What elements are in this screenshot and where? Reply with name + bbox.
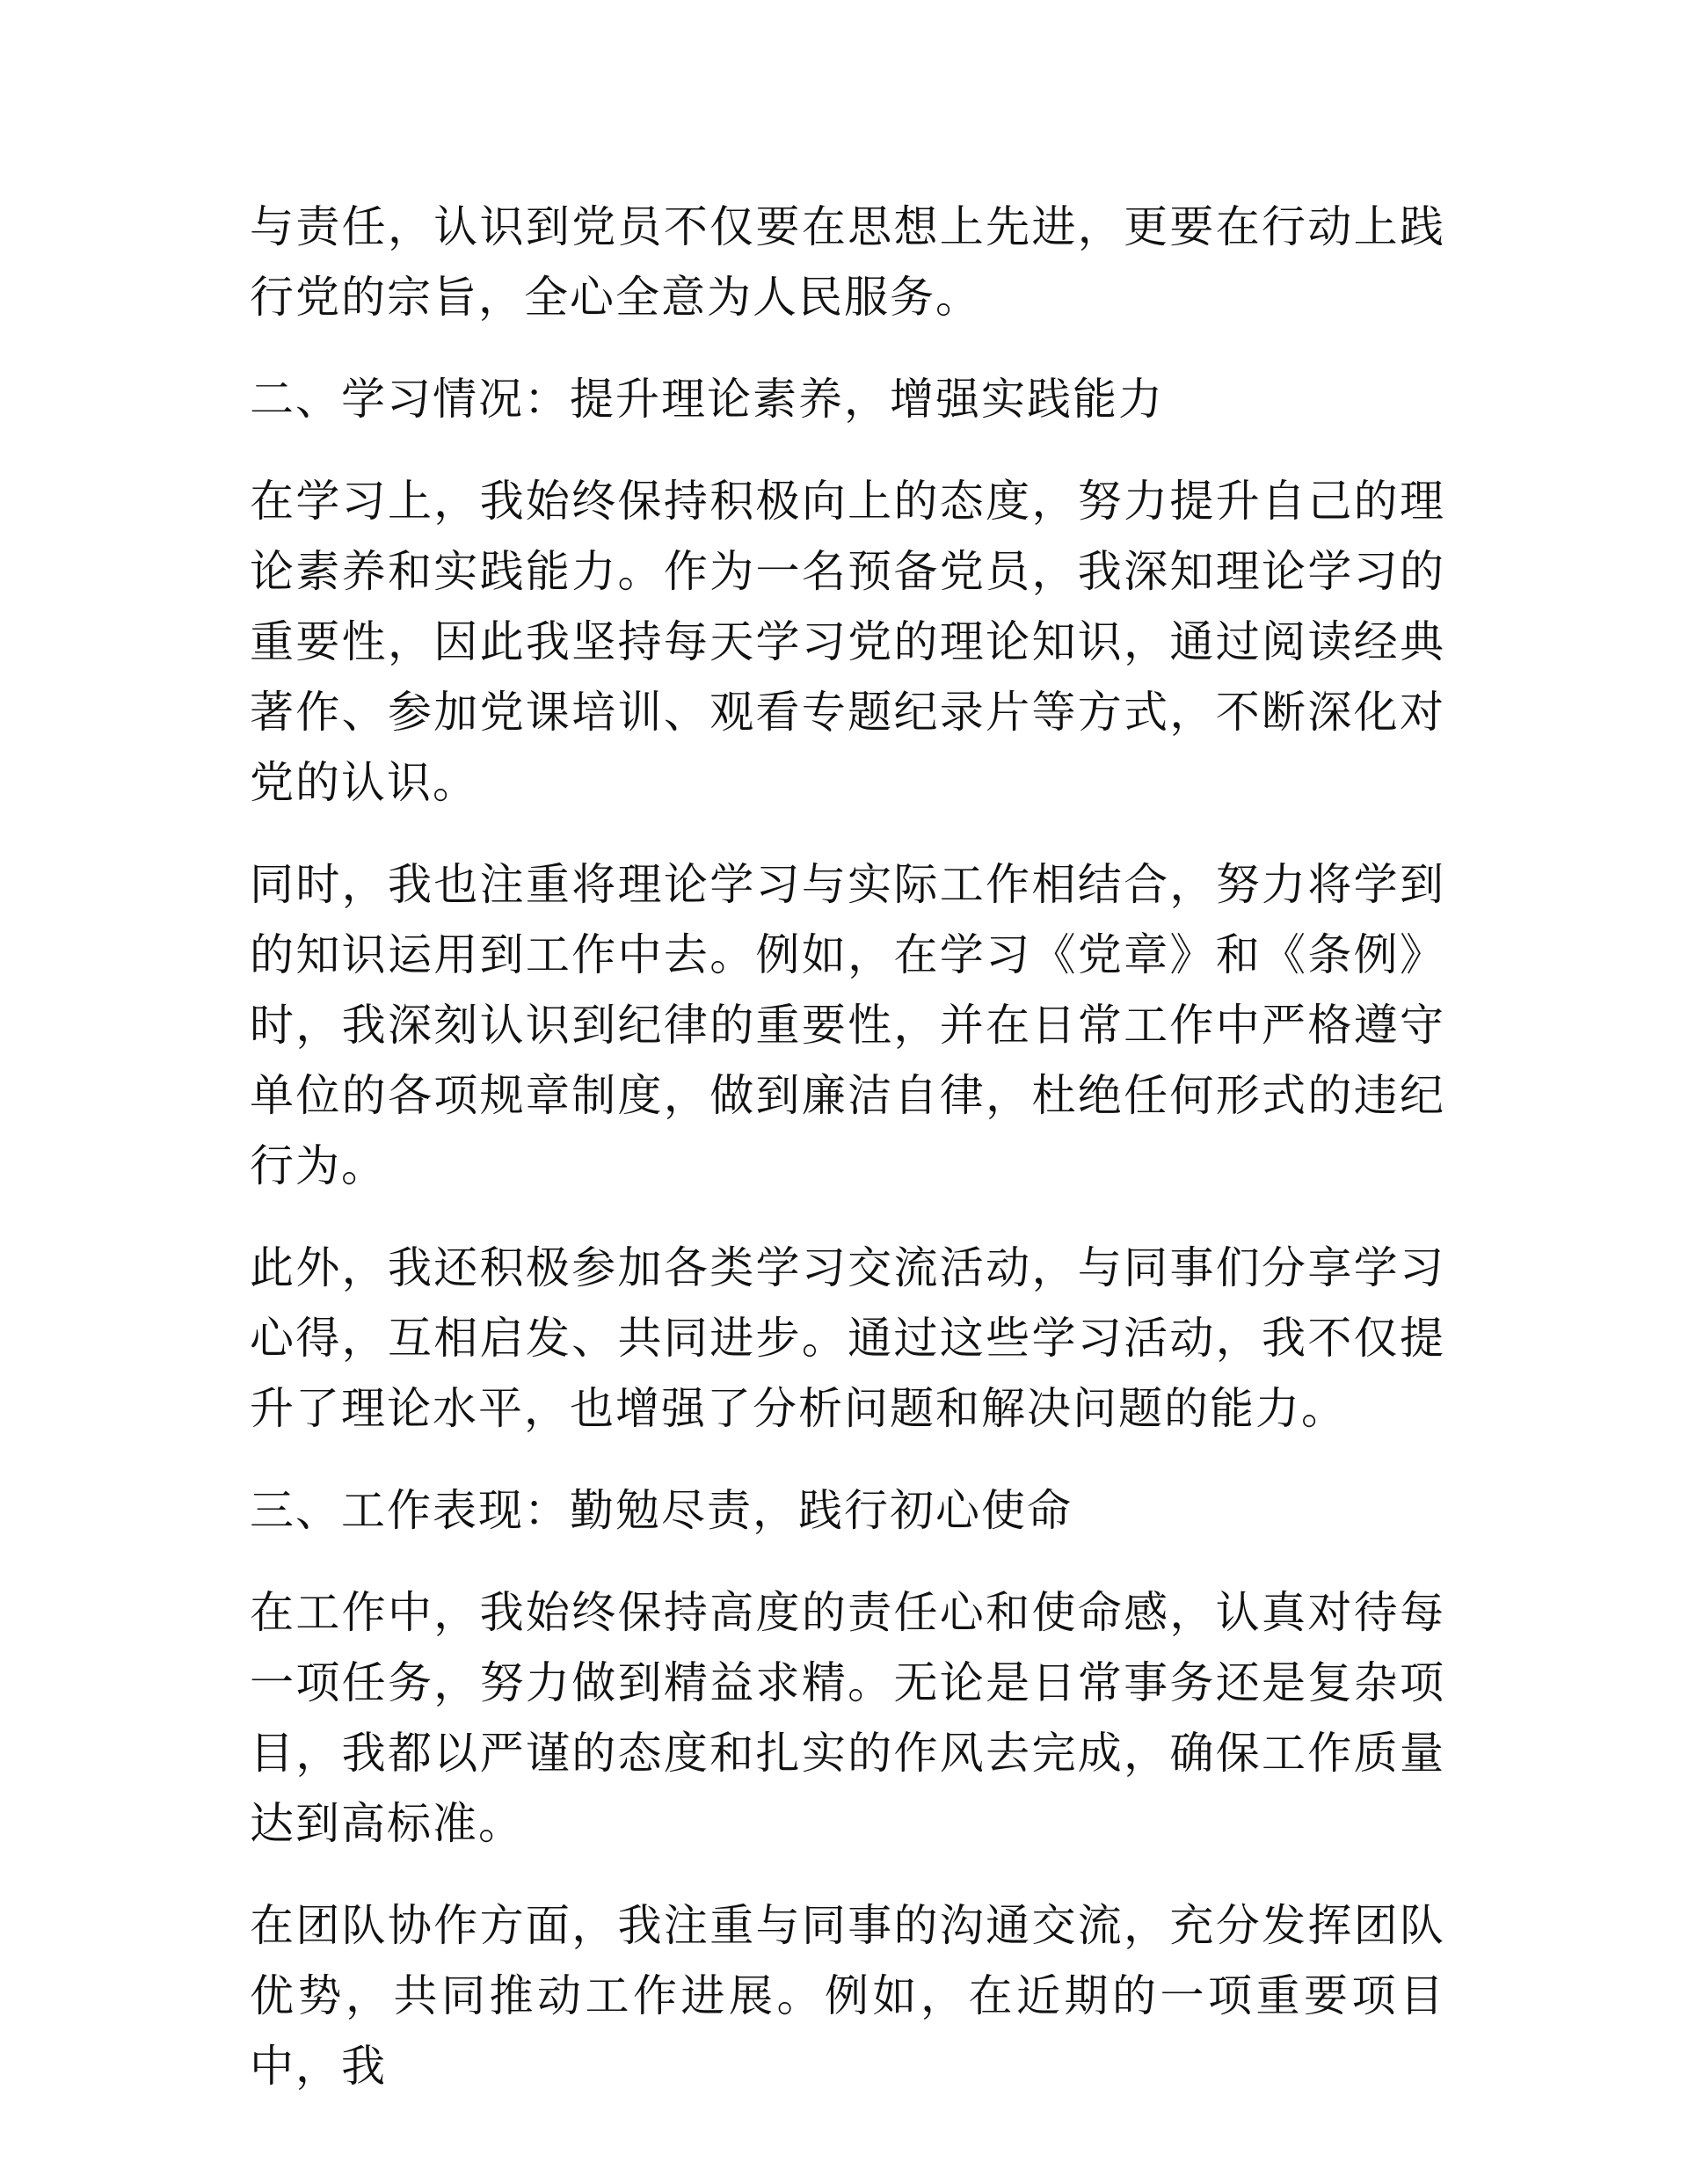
paragraph-exchange-activities: 此外，我还积极参加各类学习交流活动，与同事们分享学习心得，互相启发、共同进步。通过这些学习活动，我不仅提升了理论水平，也增强了分析问题和解决问题的能力。 (250, 1242, 1445, 1434)
paragraph-continuation: 与责任，认识到党员不仅要在思想上先进，更要在行动上践行党的宗旨，全心全意为人民服务。 (250, 201, 1445, 323)
paragraph-team-collaboration: 在团队协作方面，我注重与同事的沟通交流，充分发挥团队优势，共同推动工作进展。例如，在近期的一项重要项目中，我 (250, 1900, 1445, 2092)
paragraph-study-attitude: 在学习上，我始终保持积极向上的态度，努力提升自己的理论素养和实践能力。作为一名预备党员，我深知理论学习的重要性，因此我坚持每天学习党的理论知识，通过阅读经典著作、参加党课培训、观看专题纪录片等方式，不断深化对党的认识。 (250, 476, 1445, 808)
section-heading-work: 三、工作表现：勤勉尽责，践行初心使命 (250, 1485, 1073, 1536)
document-body (250, 192, 1445, 2133)
section-heading-study: 二、学习情况：提升理论素养，增强实践能力 (250, 374, 1164, 425)
paragraph-work-responsibility: 在工作中，我始终保持高度的责任心和使命感，认真对待每一项任务，努力做到精益求精。无论是日常事务还是复杂项目，我都以严谨的态度和扎实的作风去完成，确保工作质量达到高标准。 (250, 1587, 1445, 1849)
paragraph-theory-practice: 同时，我也注重将理论学习与实际工作相结合，努力将学到的知识运用到工作中去。例如，在学习《党章》和《条例》时，我深刻认识到纪律的重要性，并在日常工作中严格遵守单位的各项规章制度，做到廉洁自律，杜绝任何形式的违纪行为。 (250, 859, 1445, 1191)
